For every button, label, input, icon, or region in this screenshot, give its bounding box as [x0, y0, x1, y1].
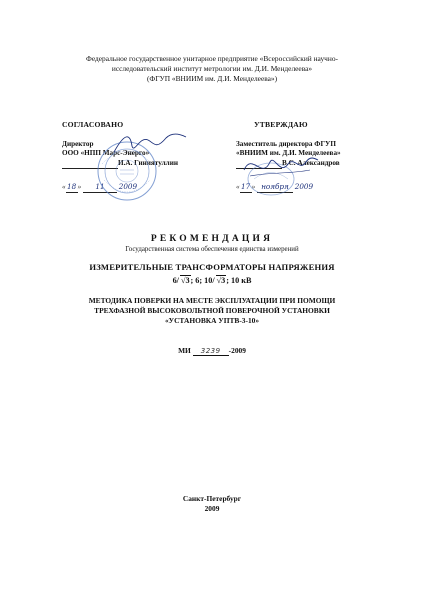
approved-heading: УТВЕРЖДАЮ: [254, 120, 308, 129]
approved-date: «17» ноября 2009: [236, 182, 314, 191]
agreed-signature-line: [62, 159, 232, 170]
approved-signer: В.С. Александров: [282, 158, 340, 167]
voltage-part-c: ; 10 кВ: [226, 276, 252, 285]
organization-header: [0, 54, 424, 84]
agreed-company: ООО «НПП Марс-Энерго»: [62, 149, 150, 157]
voltage-part-b: ; 6; 10/: [190, 276, 215, 285]
sqrt-radicand-1: √3: [180, 276, 190, 285]
agreed-position: Директор: [62, 139, 94, 148]
method-line-1: МЕТОДИКА ПОВЕРКИ НА МЕСТЕ ЭКСПЛУАТАЦИИ ПРИ ПОМОЩИ: [88, 296, 336, 305]
organization-line-1: Федеральное государственное унитарное предприятие «Всероссийский научно-: [86, 54, 338, 63]
method-line-3: «УСТАНОВКА УПТВ-3-10»: [164, 316, 260, 325]
approved-date-month: ноября: [257, 182, 293, 193]
method-title: [60, 296, 364, 326]
agreed-heading: СОГЛАСОВАНО: [62, 120, 124, 129]
mi-prefix: МИ: [178, 346, 191, 355]
footer-year: 2009: [204, 504, 220, 513]
voltage-ratings: [0, 275, 424, 285]
approved-date-year: 2009: [294, 182, 314, 191]
organization-line-2: исследовательский институт метрологии им. Д.И. Менделеева»: [111, 64, 313, 73]
mi-designation: [0, 346, 424, 356]
sqrt-radicand-2: √3: [216, 276, 226, 285]
agreed-date-month: 11: [83, 182, 117, 193]
approved-position: Заместитель директора ФГУП: [236, 139, 336, 148]
agreed-signer: И.А. Гиниятуллин: [118, 158, 178, 167]
device-name: ИЗМЕРИТЕЛЬНЫЕ ТРАНСФОРМАТОРЫ НАПРЯЖЕНИЯ: [89, 262, 335, 272]
document-subtitle: Государственная система обеспечения единства измерений: [125, 246, 299, 253]
approved-company: «ВНИИМ им. Д.И. Менделеева»: [236, 149, 341, 157]
document-title: РЕКОМЕНДАЦИЯ: [150, 234, 274, 244]
voltage-part-a: 6/: [172, 276, 179, 285]
organization-line-3: (ФГУП «ВНИИМ им. Д.И. Менделеева»): [146, 74, 278, 83]
agreed-block: [62, 120, 232, 193]
mi-suffix: -2009: [228, 346, 246, 355]
footer-city: Санкт-Петербург: [182, 494, 242, 503]
footer-place-date: [0, 494, 424, 514]
agreed-date-day: 18: [67, 182, 77, 191]
method-line-2: ТРЕХФАЗНОЙ ВЫСОКОВОЛЬТНОЙ ПОВЕРОЧНОЙ УСТАНОВКИ: [94, 306, 330, 315]
approved-block: [236, 120, 386, 193]
approved-date-day: 17: [241, 182, 251, 191]
agreed-date-year: 2009: [118, 182, 138, 191]
approved-signature-line: [236, 159, 386, 170]
mi-number: 3239: [193, 347, 229, 356]
agreed-date: «18» 11 2009: [62, 182, 138, 191]
